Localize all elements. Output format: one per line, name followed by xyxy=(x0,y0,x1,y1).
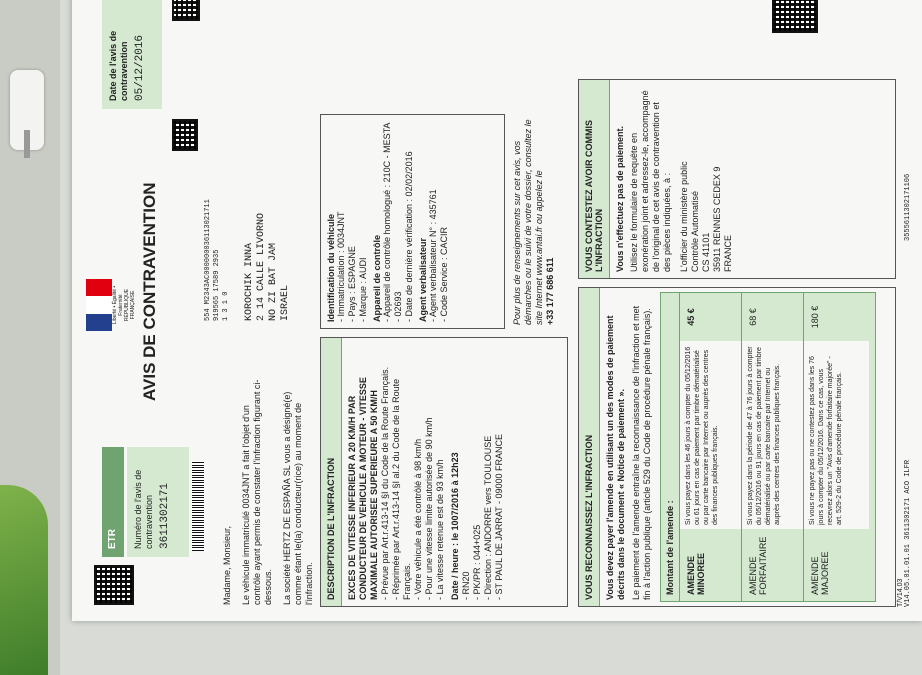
recognize-paragraph-1: Vous devez payer l'amende en utilisant un des modes de paiement décrits dans le document « Notice de paiement ». xyxy=(605,315,626,600)
recipient-line: NO ZI BAT JAM xyxy=(268,242,279,321)
contest-address xyxy=(679,86,734,272)
vehicle-line: - Immatriculation : 0034JNT xyxy=(336,211,346,322)
infraction-main: EXCES DE VITESSE INFERIEUR A 20 KM/H PAR CONDUCTEUR DE VEHICULE A MOTEUR - VITESSE MAXIMALE AUTORISEE SUPERIEURE A 50 KM/H xyxy=(347,377,379,600)
infraction-description-box xyxy=(320,337,568,607)
control-line: - 02693 xyxy=(393,291,403,322)
info-phone[interactable]: +33 177 686 611 xyxy=(545,257,555,325)
salutation: Madame, Monsieur, xyxy=(222,525,232,605)
recipient-line: KOROCHIK INNA xyxy=(244,242,255,321)
plant-leaf xyxy=(0,485,48,675)
vehicle-heading: Identification du véhicule xyxy=(326,213,336,322)
footer-version: T/V14.03 xyxy=(897,578,904,607)
tracking-code xyxy=(204,21,231,321)
info-paragraph: Pour plus de renseignements sur cet avis, vos démarches ou le suivi de votre dossier, consultez le site Internet www.antai.fr ou appelez le xyxy=(512,119,544,325)
agent-line: - Agent verbalisateur N° : 435761 xyxy=(428,189,438,322)
infraction-item: - Pour une vitesse limite autorisée de 90 km/h xyxy=(424,417,434,600)
qr-code-top-left xyxy=(94,565,134,605)
infraction-place: - ST PAUL DE JARRAT - 09000 FRANCE xyxy=(494,433,504,600)
contest-address-line: 35911 RENNES CEDEX 9 xyxy=(712,166,722,272)
republique-text: Liberté • Égalité • Fraternité RÉPUBLIQUE FRANÇAISE xyxy=(112,285,136,325)
control-line: - Appareil de contrôle homologué : 210C - MESTA xyxy=(382,122,392,322)
tracking-code-line-1: 554 M2343AC000000036113021711 xyxy=(204,199,212,321)
notice-date-value: 05/12/2016 xyxy=(134,34,146,101)
recognize-heading: VOUS RECONNAISSEZ L'INFRACTION xyxy=(579,288,600,606)
infraction-date: Date / heure : le 1007/2016 à 12h23 xyxy=(450,452,460,600)
page-title: AVIS DE CONTRAVENTION xyxy=(140,182,159,401)
amount-heading: Montant de l'amende : xyxy=(665,500,675,595)
contest-address-line: L'officier du ministère public xyxy=(679,161,689,272)
recipient-line: 2 14 CALLE LIVORNO xyxy=(256,212,267,321)
infraction-place: - PK/PR : 044+025 xyxy=(472,524,482,600)
amount-table xyxy=(660,292,876,602)
amount-row-label: AMENDE FORFAITAIRE xyxy=(748,536,768,595)
amount-row-value: 180 € xyxy=(810,305,820,329)
contest-address-line: FRANCE xyxy=(723,234,733,272)
recognize-paragraph-2: Le paiement de l'amende entraîne la reconnaissance de l'infraction et met fin à l'action publique (article 529 du Code de procédure pénale français). xyxy=(631,305,652,600)
description-heading: DESCRIPTION DE L'INFRACTION xyxy=(321,338,342,606)
amount-row-value: 68 € xyxy=(748,308,758,326)
republique-logo xyxy=(86,279,136,331)
contest-paragraph-2: Utilisez le formulaire de requête en exonération joint et adressez-le, accompagné de l'original de cet avis de contravention et des pièces indiquées, à : xyxy=(629,90,672,272)
qr-code-top-right xyxy=(172,0,200,21)
tracking-code-line-2: 919565 17589 2935 xyxy=(213,249,221,321)
power-plug xyxy=(10,70,44,150)
amount-row-label: AMENDE MAJOREE xyxy=(810,551,830,595)
notice-barcode xyxy=(192,461,204,551)
control-line: - Date de dernière vérification : 02/02/2016 xyxy=(404,151,414,322)
agent-line: - Code Service : CACIR xyxy=(439,226,449,322)
paper-sheet xyxy=(42,0,912,660)
intro-text xyxy=(222,375,315,605)
contest-paragraph-1: Vous n'effectuez pas de paiement. xyxy=(615,125,625,272)
qr-code-bottom xyxy=(772,0,818,33)
amount-row xyxy=(679,293,741,601)
recipient-address xyxy=(244,121,292,321)
infraction-place: - Direction : ANDORRE vers TOULOUSE xyxy=(483,435,493,600)
tracking-code-line-3: 1 3 1 0 xyxy=(222,291,230,321)
vehicle-line: - Pays : ESPAGNE xyxy=(347,246,357,322)
notice-date-box xyxy=(102,0,162,109)
amount-row xyxy=(803,293,869,601)
agent-heading: Agent verbalisateur xyxy=(418,237,428,322)
notice-number-value: 3611302171 xyxy=(159,482,171,549)
qr-code-small xyxy=(172,119,198,151)
info-text xyxy=(512,115,556,325)
recipient-line: ISRAEL xyxy=(280,284,291,321)
infraction-item: - Réprimée par Art.r.413-14 §I al.2 du Code de la Route Français. xyxy=(391,378,412,600)
amount-row-label: AMENDE MINOREE xyxy=(686,552,706,595)
notice-number-box xyxy=(127,447,189,557)
footer-right-code: 3555611302171106 xyxy=(904,173,912,241)
amount-row xyxy=(741,293,803,601)
contest-heading: VOUS CONTESTEZ AVOIR COMMIS L'INFRACTION xyxy=(579,80,610,278)
infraction-item: - Votre véhicule a été contrôlé à 98 km/h xyxy=(413,438,423,600)
amount-row-text: Si vous ne payez pas ou ne contestez pas dans les 76 jours à compter du 05/12/2016. Dans ce cas, vous recevrez alors un "Avis d'amende forfaitaire majorée" - art. 529-2 du Code de procédure pénale français. xyxy=(804,341,869,529)
contest-infraction-box xyxy=(578,79,896,279)
amount-row-value: 45 € xyxy=(686,308,696,326)
contest-address-line: CS 41101 xyxy=(701,232,711,272)
footer-left-code: V14.05.01.01.01 3611302171 ACO ILFR xyxy=(904,459,912,607)
etr-label: ETR xyxy=(102,447,124,557)
intro-paragraph-2: La société HERTZ DE ESPAÑA SL vous a désigné(e) comme étant le(la) conducteur(rice) au moment de l'infraction. xyxy=(282,391,314,605)
fine-notice-page xyxy=(72,0,922,621)
infraction-item: - Prévue par Art.r.413-14 §I du Code de la Route Français. xyxy=(380,366,390,600)
vehicle-line: - Marque : AUDI xyxy=(358,257,368,322)
amount-row-text: Si vous payez dans la période de 47 à 76 jours à compter du 05/12/2016 ou 91 jours en cas de paiement par timbre dématérialisé ou par carte bancaire par Internet ou auprès des centres des finances publiques français. xyxy=(742,341,803,529)
recognize-infraction-box xyxy=(578,287,896,607)
intro-paragraph-1: Le véhicule immatriculé 0034JNT a fait l'objet d'un contrôle ayant permis de constater l'infraction figurant ci-dessous. xyxy=(241,379,273,605)
vehicle-identification-box xyxy=(320,114,505,329)
contest-address-line: Contrôle Automatisé xyxy=(690,190,700,272)
notice-date-label: Date de l'avis de contravention xyxy=(108,30,129,101)
infraction-item: - La vitesse retenue est de 93 km/h xyxy=(435,459,445,600)
control-heading: Appareil de contrôle xyxy=(372,234,382,322)
notice-number-label: Numéro de l'avis de contravention xyxy=(133,469,154,549)
amount-row-text: Si vous payez dans les 46 jours à compter du 05/12/2016 ou 61 jours en cas de paiement par timbre dématérialisé ou par carte bancaire par Internet ou auprès des centres des finances publiques français. xyxy=(680,341,741,529)
infraction-place: - RN20 xyxy=(461,571,471,600)
